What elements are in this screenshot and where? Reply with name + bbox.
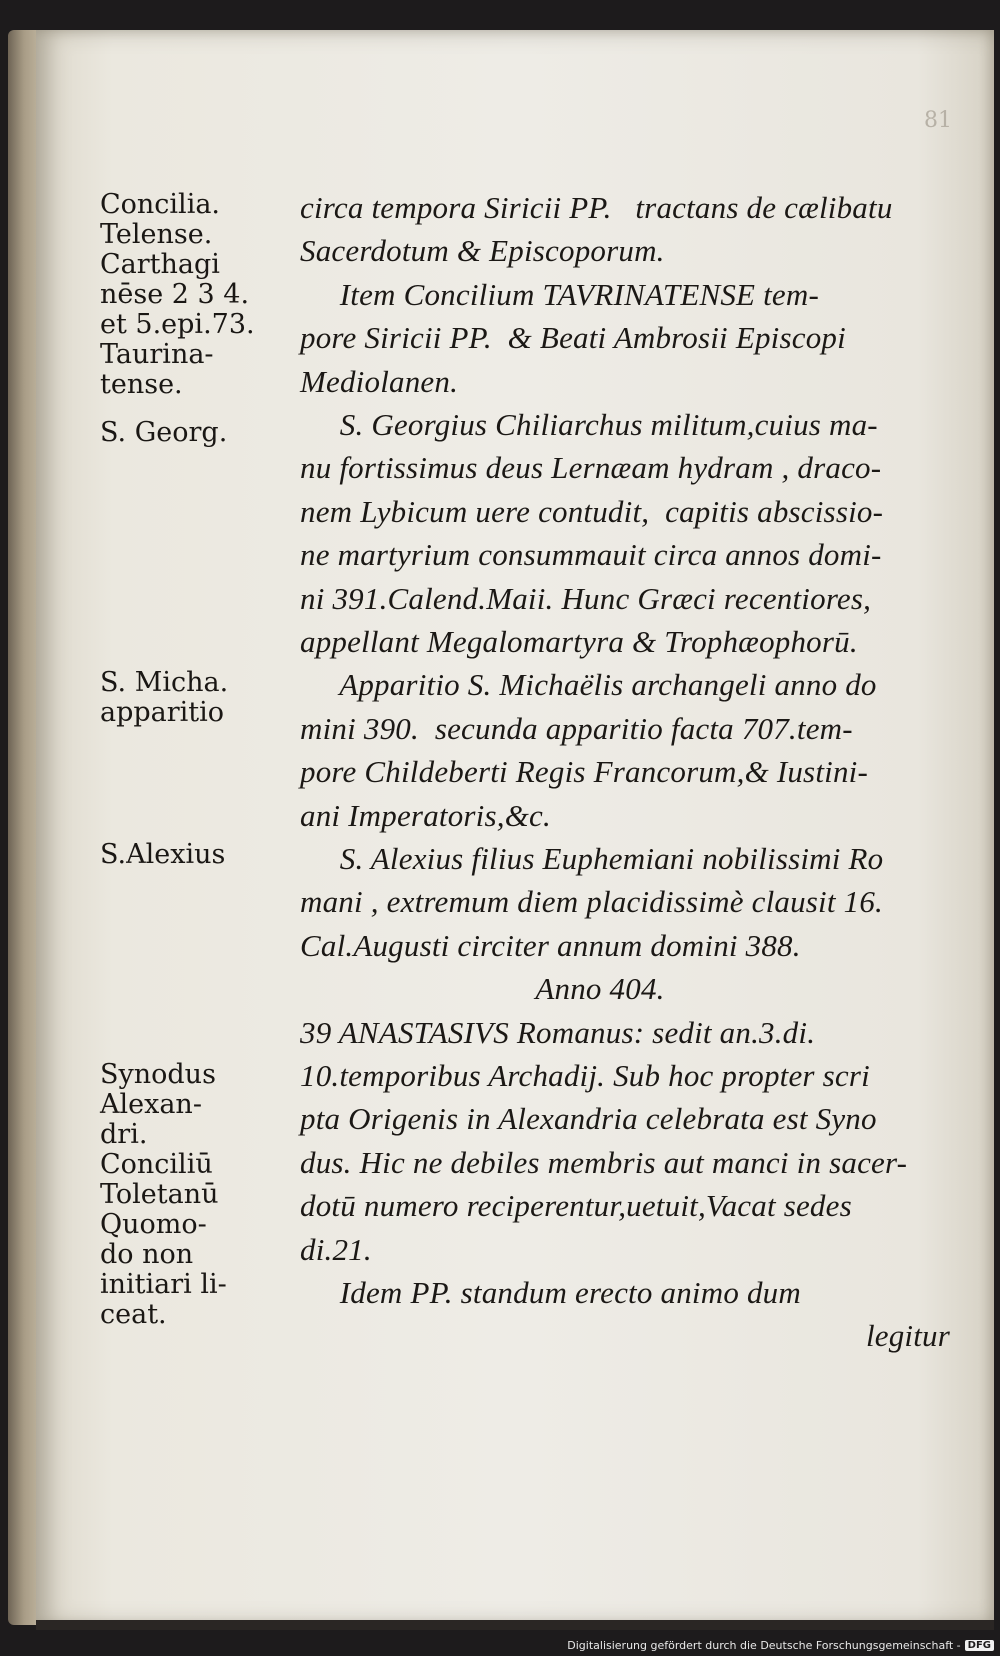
margin-note-line: apparitio <box>100 697 225 728</box>
margin-note-line: Quomo- <box>100 1209 207 1240</box>
text-line: Mediolanen. <box>300 363 459 399</box>
text-line: pore Childeberti Regis Francorum,& Iustini- <box>300 754 868 790</box>
text-line: S. Georgius Chiliarchus militum,cuius ma- <box>300 407 878 442</box>
text-line: nem Lybicum uere contudit, capitis abscissio- <box>300 493 884 529</box>
margin-note-line: S.Alexius <box>100 839 226 870</box>
text-line: Idem PP. standum erecto animo dum <box>300 1275 801 1310</box>
text-line: legitur <box>865 1318 950 1354</box>
page-bottom-shadow <box>36 1620 994 1630</box>
text-line: nu fortissimus deus Lernæam hydram , draco- <box>300 450 882 486</box>
text-line: Apparitio S. Michaëlis archangeli anno do <box>300 667 877 703</box>
margin-note-line: tense. <box>100 369 183 400</box>
credit-text: Digitalisierung gefördert durch die Deutsche Forschungsgemeinschaft - <box>567 1639 961 1652</box>
text-line: Sacerdotum & Episcoporum. <box>300 233 665 269</box>
margin-note-line: Alexan- <box>100 1089 202 1120</box>
margin-note-line: nēse 2 3 4. <box>100 279 250 310</box>
margin-note-line: Toletanū <box>100 1179 219 1210</box>
margin-note-line: ceat. <box>100 1299 167 1330</box>
text-line: Anno 404. <box>535 971 665 1007</box>
margin-note-line: Carthagi <box>100 249 220 280</box>
margin-note-line: Concilia. <box>100 189 221 220</box>
text-line: ni 391.Calend.Maii. Hunc Græci recentiores, <box>300 580 872 616</box>
text-line: pta Origenis in Alexandria celebrata est Syno <box>300 1101 877 1137</box>
margin-note-line: S. Georg. <box>100 417 228 448</box>
margin-note-line: Taurina- <box>100 339 214 370</box>
margin-note-line: et 5.epi.73. <box>100 309 255 340</box>
text-line: ne martyrium consummauit circa annos domi- <box>300 537 882 573</box>
text-line: dus. Hic ne debiles membris aut manci in sacer- <box>300 1144 908 1180</box>
margin-note <box>100 840 300 870</box>
text-line: Cal.Augusti circiter annum domini 388. <box>300 927 801 963</box>
margin-note-line: Telense. <box>100 219 213 250</box>
margin-note <box>100 190 300 400</box>
page-number: 81 <box>924 108 952 133</box>
text-line: pore Siricii PP. & Beati Ambrosii Episcopi <box>300 320 846 356</box>
text-line: mini 390. secunda apparitio facta 707.tem- <box>300 710 853 746</box>
text-line: 39 ANASTASIVS Romanus: sedit an.3.di. <box>300 1014 816 1050</box>
text-line: S. Alexius filius Euphemiani nobilissimi Ro <box>300 841 884 876</box>
margin-note-line: Conciliū <box>100 1149 213 1180</box>
text-line: appellant Megalomartyra & Trophæophorū. <box>300 624 858 659</box>
text-line: 10.temporibus Archadij. Sub hoc propter scri <box>300 1058 870 1093</box>
text-line: circa tempora Siricii PP. tractans de cælibatu <box>300 190 893 225</box>
dfg-logo: DFG <box>965 1640 994 1651</box>
margin-note-line: initiari li- <box>100 1269 227 1300</box>
margin-note-line: S. Micha. <box>100 667 229 698</box>
text-line: mani , extremum diem placidissimè clausit 16. <box>300 884 883 920</box>
margin-note-line: do non <box>100 1239 194 1270</box>
margin-note <box>100 418 300 448</box>
digitization-credit <box>567 1639 994 1652</box>
text-line: di.21. <box>300 1231 372 1267</box>
text-line: Item Concilium TAVRINATENSE tem- <box>300 276 820 312</box>
text-line: dotū numero reciperentur,uetuit,Vacat sedes <box>300 1188 852 1224</box>
text-line: ani Imperatoris,&c. <box>300 797 551 833</box>
margin-note <box>100 1060 300 1330</box>
margin-note-line: Synodus <box>100 1059 216 1090</box>
margin-note <box>100 668 300 728</box>
margin-note-line: dri. <box>100 1119 148 1150</box>
